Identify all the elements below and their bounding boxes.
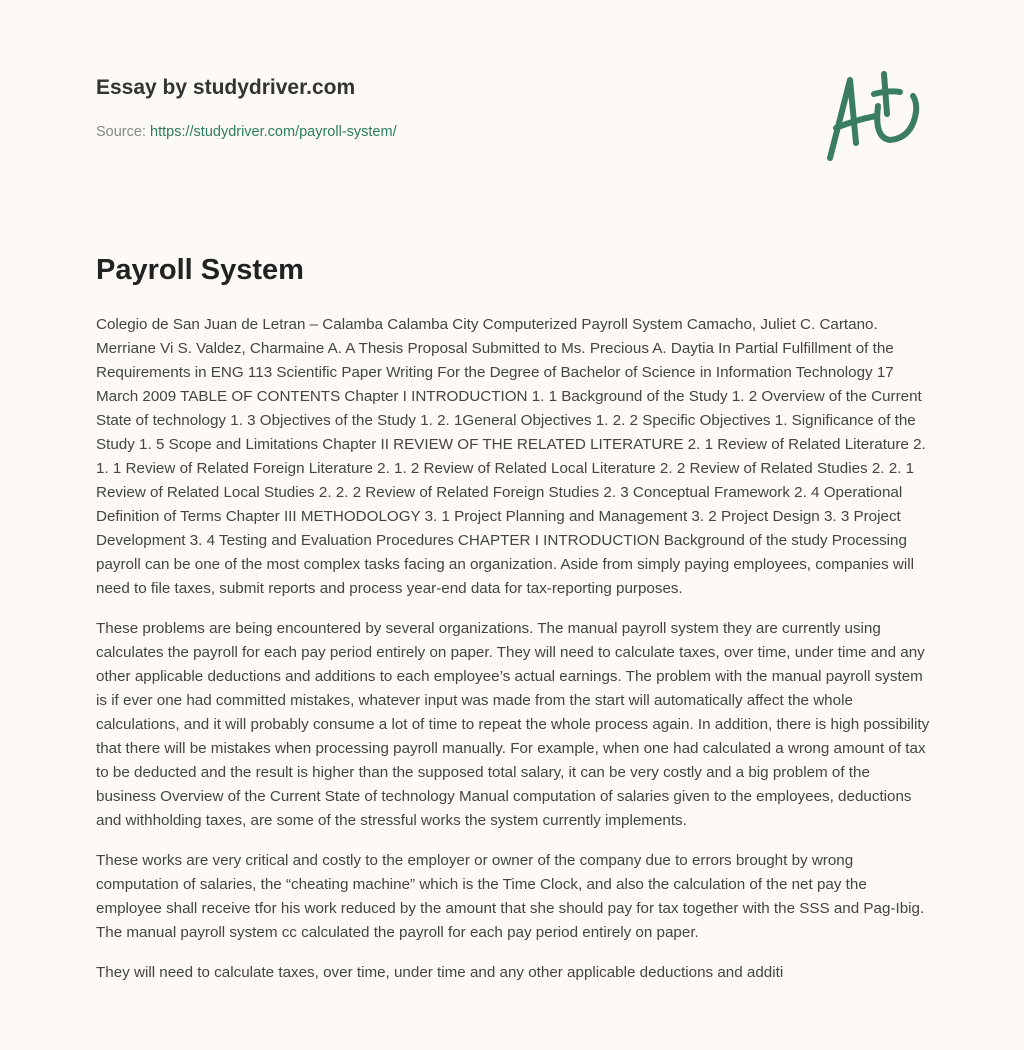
a-plus-logo-icon bbox=[820, 68, 930, 168]
paragraph: These problems are being encountered by several organizations. The manual payroll system they are currently using calculates the payroll for each pay period entirely on paper. They will need to calculate taxes, over time, under time and any other applicable deductions and additions to each employee’s actual earnings. The problem with the manual payroll system is if ever one had committed mistakes, whatever input was made from the start will automatically affect the whole calculations, and it will probably consume a lot of time to repeat the whole process again. In addition, there is high possibility that there will be mistakes when processing payroll manually. For example, when one had calculated a wrong amount of tax to be deducted and the result is higher than the supposed total salary, it can be very costly and a big problem of the business Overview of the Current State of technology Manual computation of salaries given to the employees, deductions and withholding taxes, are some of the stressful works the system currently implements. bbox=[96, 620, 930, 829]
paragraph: They will need to calculate taxes, over time, under time and any other applicable deductions and additi bbox=[96, 964, 784, 981]
article-body bbox=[96, 313, 932, 1001]
source-label: Source: bbox=[96, 124, 146, 140]
page-header bbox=[96, 76, 397, 140]
paragraph: Colegio de San Juan de Letran – Calamba Calamba City Computerized Payroll System Camacho, Juliet C. Cartano. Merriane Vi S. Valdez, Charmaine A. A Thesis Proposal Submitted to Ms. Precious A. Daytia In Partial Fulfillment of the Requirements in ENG 113 Scientific Paper Writing For the Degree of Bachelor of Science in Information Technology 17 March 2009 TABLE OF CONTENTS Chapter I INTRODUCTION 1. 1 Background of the Study 1. 2 Overview of the Current State of technology 1. 3 Objectives of the Study 1. 2. 1General Objectives 1. 2. 2 Specific Objectives 1. Significance of the Study 1. 5 Scope and Limitations Chapter II REVIEW OF THE RELATED LITERATURE 2. 1 Review of Related Literature 2. 1. 1 Review of Related Foreign Literature 2. 1. 2 Review of Related Local Literature 2. 2 Review of Related Studies 2. 2. 1 Review of Related Local Studies 2. 2. 2 Review of Related Foreign Studies 2. 3 Conceptual Framework 2. 4 Operational Definition of Terms Chapter III METHODOLOGY 3. 1 Project Planning and Management 3. 2 Project Design 3. 3 Project Development 3. 4 Testing and Evaluation Procedures CHAPTER I INTRODUCTION Background of the study Processing payroll can be one of the most complex tasks facing an organization. Aside from simply paying employees, companies will need to file taxes, submit reports and process year-end data for tax-reporting purposes. bbox=[96, 316, 926, 597]
source-link[interactable]: https://studydriver.com/payroll-system/ bbox=[150, 124, 397, 140]
site-title: Essay by studydriver.com bbox=[96, 76, 356, 99]
source-line bbox=[96, 124, 397, 140]
paragraph: These works are very critical and costly to the employer or owner of the company due to errors brought by wrong computation of salaries, the “cheating machine” which is the Time Clock, and also the calculation of the net pay the employee shall receive tfor his work reduced by the amount that she should pay for tax together with the SSS and Pag-Ibig. The manual payroll system cc calculated the payroll for each pay period entirely on paper. bbox=[96, 852, 925, 941]
article-title: Payroll System bbox=[96, 254, 304, 286]
